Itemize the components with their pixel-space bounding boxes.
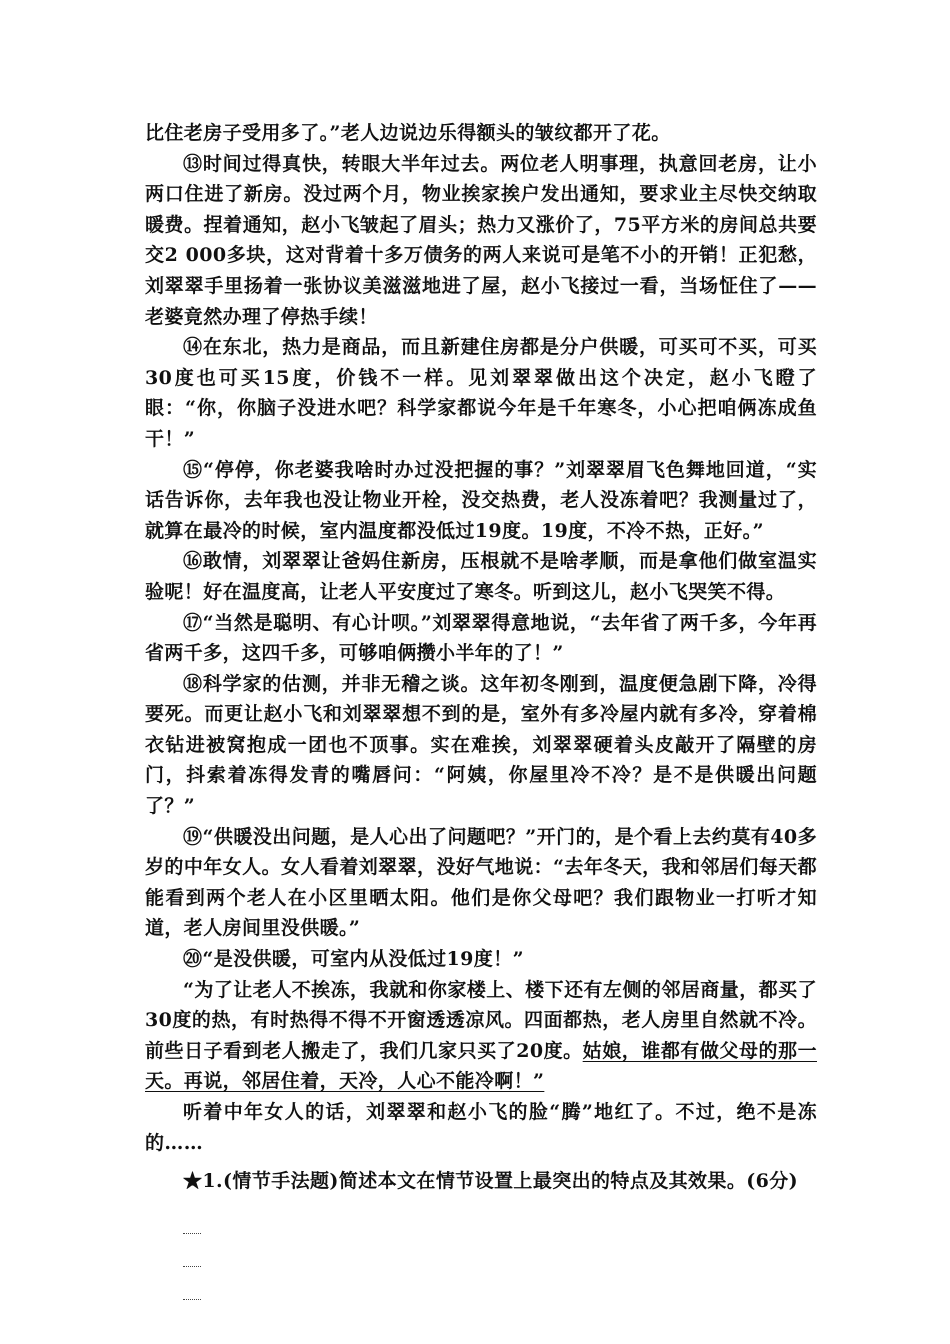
- answer-area: [145, 1201, 817, 1300]
- underlined-sentence: 姑娘，谁都有做父母的那一天。再说，邻居住着，天冷，人心不能冷啊！”: [145, 1039, 817, 1093]
- paragraph-continued: 比住老房子受用多了。”老人边说边乐得额头的皱纹都开了花。: [145, 122, 671, 144]
- article-body: [145, 118, 817, 1300]
- paragraph-21: [145, 975, 817, 1097]
- paragraph-13: ⑬时间过得真快，转眼大半年过去。两位老人明事理，执意回老房，让小两口住进了新房。没过两个月，物业挨家挨户发出通知，要求业主尽快交纳取暖费。捏着通知，赵小飞皱起了眉头；热力又涨价了，75平方米的房间总共要交2 000多块，这对背着十多万债务的两人来说可是笔不小的开销！正犯愁，刘翠翠手里扬着一张协议美滋滋地进了屋，赵小飞接过一看，当场怔住了——老婆竟然办理了停热手续！: [145, 152, 817, 328]
- paragraph-21-text: “为了让老人不挨冻，我就和你家楼上、楼下还有左侧的邻居商量，都买了30度的热，有时热得不得不开窗透透凉风。四面都热，老人房里自然就不冷。前些日子看到老人搬走了，我们几家只买了20度。: [145, 978, 817, 1062]
- paragraph-22: 听着中年女人的话，刘翠翠和赵小飞的脸“腾”地红了。不过，绝不是冻的……: [145, 1101, 817, 1154]
- answer-line[interactable]: [183, 1201, 201, 1234]
- answer-line[interactable]: [183, 1234, 201, 1267]
- paragraph-17: ⑰“当然是聪明、有心计呗。”刘翠翠得意地说，“去年省了两千多，今年再省两千多，这四千多，可够咱俩攒小半年的了！”: [145, 611, 817, 665]
- paragraph-16: ⑯敢情，刘翠翠让爸妈住新房，压根就不是啥孝顺，而是拿他们做室温实验呢！好在温度高，让老人平安度过了寒冬。听到这儿，赵小飞哭笑不得。: [145, 550, 817, 603]
- paragraph-15: ⑮“停停，你老婆我啥时办过没把握的事？”刘翠翠眉飞色舞地回道，“实话告诉你，去年我也没让物业开栓，没交热费，老人没冻着吧？我测量过了，就算在最冷的时候，室内温度都没低过19度。19度，不冷不热，正好。”: [145, 458, 817, 542]
- paragraph-20: ⑳“是没供暖，可室内从没低过19度！”: [183, 948, 524, 971]
- paragraph-19: ⑲“供暖没出问题，是人心出了问题吧？”开门的，是个看上去约莫有40多岁的中年女人。女人看着刘翠翠，没好气地说：“去年冬天，我和邻居们每天都能看到两个老人在小区里晒太阳。他们是你父母吧？我们跟物业一打听才知道，老人房间里没供暖。”: [145, 825, 817, 940]
- answer-line[interactable]: [183, 1267, 201, 1300]
- paragraph-14: ⑭在东北，热力是商品，而且新建住房都是分户供暖，可买可不买，可买30度也可买15度，价钱不一样。见刘翠翠做出这个决定，赵小飞瞪了眼：“你，你脑子没进水吧？科学家都说今年是千年寒冬，小心把咱俩冻成鱼干！”: [145, 336, 817, 450]
- paragraph-18: ⑱科学家的估测，并非无稽之谈。这年初冬刚到，温度便急剧下降，冷得要死。而更让赵小飞和刘翠翠想不到的是，室外有多冷屋内就有多冷，穿着棉衣钻进被窝抱成一团也不顶事。实在难挨，刘翠翠硬着头皮敲开了隔壁的房门，抖索着冻得发青的嘴唇问：“阿姨，你屋里冷不冷？是不是供暖出问题了？”: [145, 672, 817, 818]
- question-1: ★1.(情节手法题)简述本文在情节设置上最突出的特点及其效果。(6分): [183, 1170, 799, 1193]
